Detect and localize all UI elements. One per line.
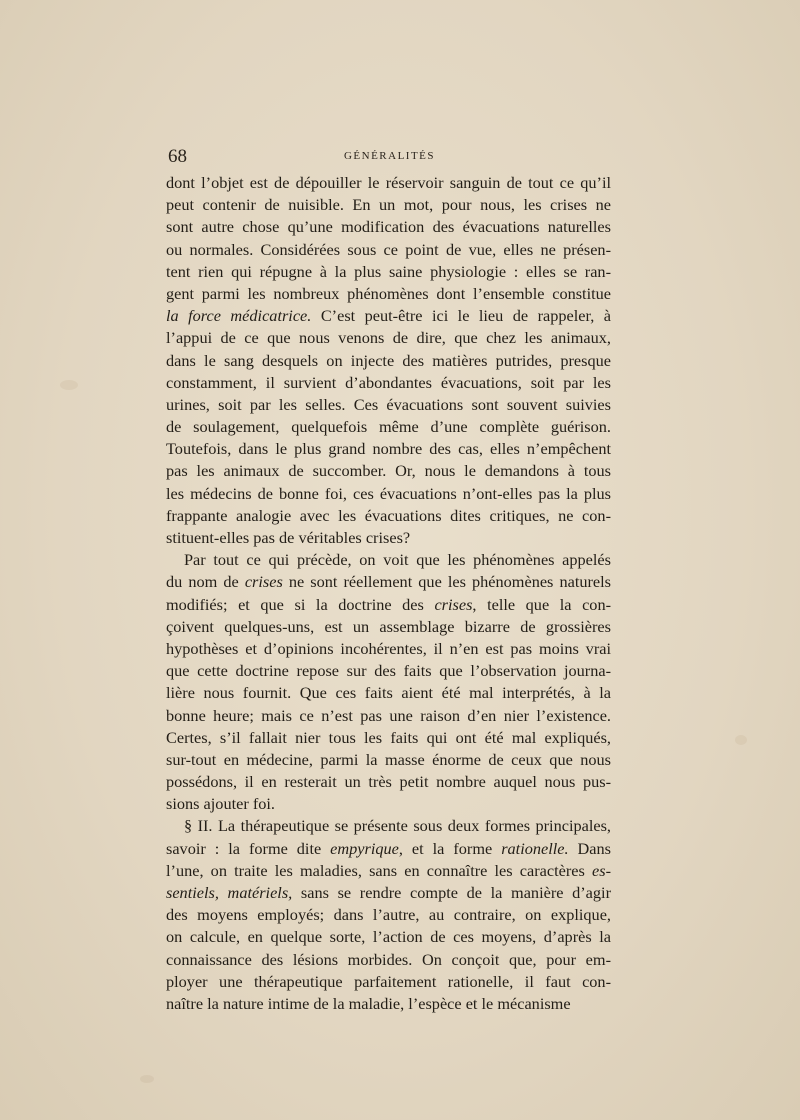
text-line bbox=[166, 549, 611, 571]
text-run: bonne heure; mais ce n’est pas une raison d’en nier l’existence. bbox=[166, 705, 611, 725]
text-line bbox=[166, 682, 611, 704]
text-run: C’est peut-être ici le lieu de rappeler, à bbox=[311, 306, 612, 326]
body-text bbox=[166, 172, 611, 1015]
text-line bbox=[166, 194, 611, 216]
text-run: les médecins de bonne foi, ces évacuations n’ont-elles pas la plus bbox=[166, 483, 611, 503]
italic-text: rationelle. bbox=[501, 838, 569, 858]
text-run: sions ajouter foi. bbox=[166, 794, 275, 814]
italic-text: es- bbox=[592, 860, 611, 880]
text-line bbox=[166, 727, 611, 749]
text-run: pas les animaux de succomber. Or, nous le demandons à tous bbox=[166, 461, 611, 481]
text-run: , telle que la con- bbox=[472, 594, 612, 614]
text-run: Dans bbox=[568, 838, 612, 858]
text-line bbox=[166, 438, 611, 460]
text-run: urines, soit par les selles. Ces évacuations sont souvent suivies bbox=[166, 394, 611, 414]
text-run: gent parmi les nombreux phénomènes dont l’ensemble constitue bbox=[166, 283, 611, 303]
text-line bbox=[166, 505, 611, 527]
text-line bbox=[166, 172, 611, 194]
text-line bbox=[166, 283, 611, 305]
text-line bbox=[166, 616, 611, 638]
text-line bbox=[166, 239, 611, 261]
text-line bbox=[166, 483, 611, 505]
text-line bbox=[166, 838, 611, 860]
text-line bbox=[166, 971, 611, 993]
text-run: ployer une thérapeutique parfaitement rationelle, il faut con- bbox=[166, 971, 611, 991]
text-line bbox=[166, 660, 611, 682]
text-run: constamment, il survient d’abondantes évacuations, soit par les bbox=[166, 372, 611, 392]
italic-text: crises bbox=[434, 594, 473, 614]
text-run: Certes, s’il fallait nier tous les faits qui ont été mal expliqués, bbox=[166, 727, 611, 747]
text-run: sont autre chose qu’une modification des évacuations naturelles bbox=[166, 217, 611, 237]
text-run: on calcule, en quelque sorte, l’action de ces moyens, d’après la bbox=[166, 927, 611, 947]
text-run: savoir : la forme dite bbox=[166, 838, 331, 858]
text-run: sur-tout en médecine, parmi la masse énorme de ceux que nous bbox=[166, 749, 611, 769]
text-line bbox=[166, 638, 611, 660]
text-run: dont l’objet est de dépouiller le réservoir sanguin de tout ce qu’il bbox=[166, 173, 611, 192]
text-line bbox=[166, 261, 611, 283]
text-line bbox=[166, 327, 611, 349]
text-run: modifiés; et que si la doctrine des bbox=[166, 594, 435, 614]
text-run: dans le sang desquels on injecte des matières putrides, presque bbox=[166, 350, 611, 370]
text-line bbox=[166, 372, 611, 394]
text-run: du nom de bbox=[166, 572, 245, 592]
text-line bbox=[166, 216, 611, 238]
text-line bbox=[166, 882, 611, 904]
text-line bbox=[166, 793, 611, 815]
text-run: sans se rendre compte de la manière d’agir bbox=[292, 883, 611, 902]
text-line bbox=[166, 416, 611, 438]
text-run: que cette doctrine repose sur des faits que l’observation journa- bbox=[166, 661, 611, 681]
italic-text: empyrique bbox=[330, 838, 399, 858]
text-run: peut contenir de nuisible. En un mot, pour nous, les crises ne bbox=[166, 195, 611, 215]
text-run: çoivent quelques-uns, est un assemblage bizarre de grossières bbox=[166, 616, 611, 636]
text-run: l’une, on traite les maladies, sans en connaître les caractères bbox=[166, 860, 593, 880]
text-run: tent rien qui répugne à la plus saine physiologie : elles se ran- bbox=[166, 261, 611, 281]
foxing-spot bbox=[735, 735, 747, 745]
text-run: Par tout ce qui précède, on voit que les phénomènes appelés bbox=[184, 550, 611, 570]
text-run: Toutefois, dans le plus grand nombre des cas, elles n’empêchent bbox=[166, 439, 611, 459]
page-number: 68 bbox=[168, 146, 187, 167]
text-line bbox=[166, 771, 611, 793]
text-line bbox=[166, 815, 611, 837]
text-run: ne sont réellement que les phénomènes naturels bbox=[282, 572, 612, 592]
italic-text: la force médicatrice. bbox=[166, 306, 312, 326]
text-line bbox=[166, 949, 611, 971]
text-run: possédons, il en resterait un très petit nombre auquel nous pus- bbox=[166, 772, 611, 792]
foxing-spot bbox=[60, 380, 78, 390]
text-line bbox=[166, 904, 611, 926]
text-run: l’appui de ce que nous venons de dire, que chez les animaux, bbox=[166, 328, 611, 348]
text-line bbox=[166, 993, 611, 1015]
text-line bbox=[166, 527, 611, 549]
text-run: lière nous fournit. Que ces faits aient été mal interprétés, à la bbox=[166, 683, 611, 703]
text-run: hypothèses et d’opinions incohérentes, il n’en est pas moins vrai bbox=[166, 638, 611, 658]
page-header bbox=[168, 146, 611, 168]
text-run: stituent-elles pas de véritables crises? bbox=[166, 528, 411, 547]
text-run: connaissance des lésions morbides. On conçoit que, pour em- bbox=[166, 949, 611, 969]
text-line bbox=[166, 394, 611, 416]
running-head: GÉNÉRALITÉS bbox=[343, 150, 436, 162]
text-run: , et la forme bbox=[398, 838, 502, 858]
text-run: § II. La thérapeutique se présente sous deux formes principales, bbox=[184, 816, 611, 836]
text-line bbox=[166, 749, 611, 771]
text-line bbox=[166, 305, 611, 327]
text-run: ou normales. Considérées sous ce point de vue, elles ne présen- bbox=[166, 239, 611, 259]
text-line bbox=[166, 350, 611, 372]
text-run: de soulagement, quelquefois même d’une complète guérison. bbox=[166, 417, 611, 437]
text-line bbox=[166, 860, 611, 882]
italic-text: crises bbox=[244, 572, 283, 592]
text-line bbox=[166, 571, 611, 593]
foxing-spot bbox=[140, 1075, 154, 1083]
text-line bbox=[166, 460, 611, 482]
text-run: naître la nature intime de la maladie, l’espèce et le mécanisme bbox=[166, 993, 571, 1013]
italic-text: sentiels, matériels, bbox=[166, 883, 293, 902]
text-line bbox=[166, 705, 611, 727]
text-run: des moyens employés; dans l’autre, au contraire, on explique, bbox=[166, 905, 611, 925]
text-line bbox=[166, 594, 611, 616]
text-run: frappante analogie avec les évacuations dites critiques, ne con- bbox=[166, 505, 611, 525]
text-line bbox=[166, 926, 611, 948]
